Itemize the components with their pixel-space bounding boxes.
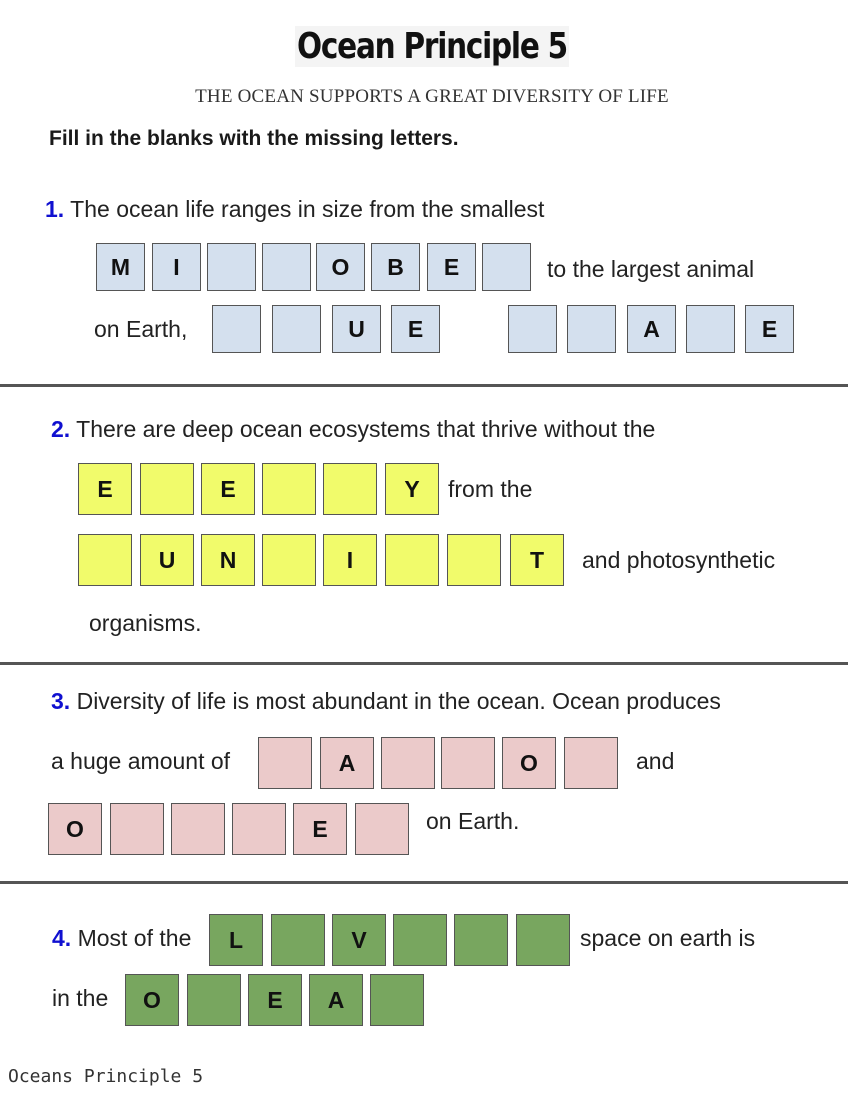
letter-box: A	[320, 737, 374, 789]
letter-box[interactable]	[454, 914, 508, 966]
q1-text-a: The ocean life ranges in size from the smallest	[70, 196, 545, 222]
letter-box[interactable]	[110, 803, 164, 855]
letter-box: E	[745, 305, 794, 353]
letter-box[interactable]	[355, 803, 409, 855]
q4-prompt	[52, 924, 191, 952]
letter-box[interactable]	[323, 463, 377, 515]
q3-text-d: on Earth.	[426, 808, 520, 834]
letter-box: L	[209, 914, 263, 966]
letter-box: U	[332, 305, 381, 353]
letter-box[interactable]	[272, 305, 321, 353]
q4-text-c: in the	[52, 985, 109, 1011]
letter-box: I	[323, 534, 377, 586]
letter-box: O	[48, 803, 102, 855]
divider	[0, 662, 848, 665]
letter-box: O	[316, 243, 365, 291]
q3-text-b: a huge amount of	[51, 748, 231, 774]
letter-box[interactable]	[140, 463, 194, 515]
q3-text-a: Diversity of life is most abundant in the ocean. Ocean produces	[76, 688, 721, 714]
letter-box: M	[96, 243, 145, 291]
letter-box[interactable]	[262, 463, 316, 515]
letter-box[interactable]	[78, 534, 132, 586]
q1-text-c: on Earth,	[94, 316, 188, 342]
letter-box[interactable]	[171, 803, 225, 855]
letter-box: T	[510, 534, 564, 586]
letter-box: E	[78, 463, 132, 515]
letter-box[interactable]	[187, 974, 241, 1026]
q2-text-d: organisms.	[89, 610, 202, 636]
letter-box: N	[201, 534, 255, 586]
letter-box: O	[125, 974, 179, 1026]
letter-box: Y	[385, 463, 439, 515]
letter-box[interactable]	[441, 737, 495, 789]
q2-text-b: from the	[448, 476, 533, 502]
letter-box[interactable]	[564, 737, 618, 789]
letter-box[interactable]	[567, 305, 616, 353]
divider	[0, 881, 848, 884]
letter-box[interactable]	[262, 243, 311, 291]
q4-text-b: space on earth is	[580, 925, 756, 951]
letter-box[interactable]	[482, 243, 531, 291]
q2-number: 2.	[51, 416, 71, 442]
letter-box[interactable]	[232, 803, 286, 855]
letter-box: I	[152, 243, 201, 291]
letter-box: B	[371, 243, 420, 291]
letter-box[interactable]	[447, 534, 501, 586]
letter-box[interactable]	[271, 914, 325, 966]
letter-box: O	[502, 737, 556, 789]
footer: Oceans Principle 5	[8, 1066, 204, 1087]
letter-box: E	[427, 243, 476, 291]
q2-prompt	[51, 415, 655, 443]
q1-number: 1.	[45, 196, 65, 222]
letter-box[interactable]	[207, 243, 256, 291]
q4-text-a: Most of the	[77, 925, 192, 951]
letter-box: E	[391, 305, 440, 353]
letter-box: V	[332, 914, 386, 966]
instructions: Fill in the blanks with the missing letters.	[49, 127, 459, 150]
q1-prompt	[45, 195, 544, 223]
letter-box[interactable]	[516, 914, 570, 966]
letter-box[interactable]	[393, 914, 447, 966]
letter-box: E	[248, 974, 302, 1026]
q3-text-c: and	[636, 748, 675, 774]
page-subtitle: THE OCEAN SUPPORTS A GREAT DIVERSITY OF LIFE	[195, 86, 669, 107]
letter-box: E	[201, 463, 255, 515]
letter-box: U	[140, 534, 194, 586]
letter-box[interactable]	[212, 305, 261, 353]
letter-box[interactable]	[370, 974, 424, 1026]
letter-box[interactable]	[385, 534, 439, 586]
q3-prompt	[51, 687, 721, 715]
letter-box: A	[627, 305, 676, 353]
divider	[0, 384, 848, 387]
letter-box: A	[309, 974, 363, 1026]
letter-box[interactable]	[508, 305, 557, 353]
q4-number: 4.	[52, 925, 72, 951]
q2-text-a: There are deep ocean ecosystems that thrive without the	[76, 416, 656, 442]
letter-box[interactable]	[262, 534, 316, 586]
q1-text-b: to the largest animal	[547, 256, 755, 282]
page-title: Ocean Principle 5	[297, 26, 567, 67]
q2-text-c: and photosynthetic	[582, 547, 776, 573]
q3-number: 3.	[51, 688, 71, 714]
letter-box[interactable]	[686, 305, 735, 353]
letter-box[interactable]	[381, 737, 435, 789]
letter-box[interactable]	[258, 737, 312, 789]
letter-box: E	[293, 803, 347, 855]
